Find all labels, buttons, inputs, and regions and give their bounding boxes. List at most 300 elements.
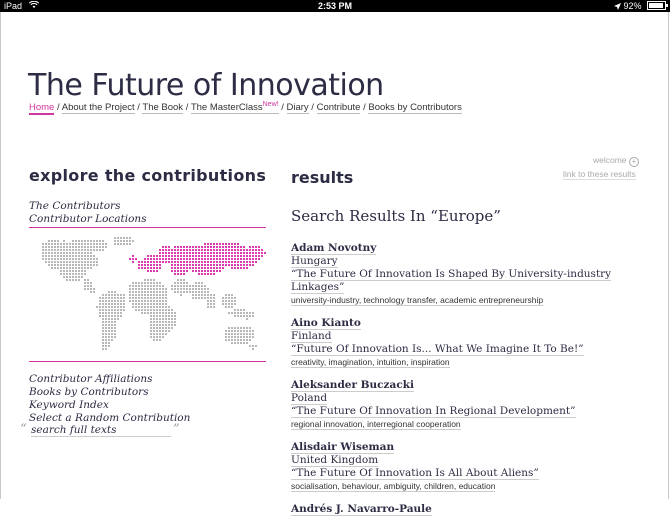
map-dot-highlighted [138, 267, 140, 269]
map-dot [138, 309, 140, 311]
map-dot [246, 336, 248, 338]
map-dot-highlighted [186, 255, 188, 257]
map-dot [159, 300, 161, 302]
map-dot [69, 243, 71, 245]
map-dot [129, 237, 131, 239]
map-dot-highlighted [219, 258, 221, 260]
map-dot [66, 243, 68, 245]
map-dot [123, 309, 125, 311]
welcome-toggle[interactable] [593, 155, 643, 167]
map-dot [57, 261, 59, 263]
map-dot-highlighted [204, 270, 206, 272]
map-dot [75, 252, 77, 254]
map-dot [105, 318, 107, 320]
map-dot [84, 258, 86, 260]
map-dot [117, 300, 119, 302]
map-dot [108, 333, 110, 335]
map-dot [72, 261, 74, 263]
result-name-row [291, 317, 641, 330]
map-dot [105, 303, 107, 305]
map-dot [180, 291, 182, 293]
world-map[interactable] [28, 232, 274, 356]
map-dot [144, 297, 146, 299]
map-dot-highlighted [243, 267, 245, 269]
map-dot [102, 306, 104, 308]
map-dot [141, 300, 143, 302]
map-dot-highlighted [213, 267, 215, 269]
map-dot [162, 333, 164, 335]
map-dot [171, 288, 173, 290]
link-keyword-index[interactable]: Keyword Index [29, 399, 109, 411]
map-dot-highlighted [198, 270, 200, 272]
nav-about[interactable]: About the Project [61, 102, 135, 114]
result-tags-row [291, 294, 641, 306]
map-dot-highlighted [150, 270, 152, 272]
map-dot [90, 261, 92, 263]
nav-separator: / [183, 102, 191, 114]
map-dot [147, 288, 149, 290]
map-dot [153, 318, 155, 320]
map-dot [129, 240, 131, 242]
map-dot-highlighted [219, 243, 221, 245]
map-divider [29, 361, 266, 362]
map-dot [75, 270, 77, 272]
map-dot [108, 318, 110, 320]
map-dot [201, 291, 203, 293]
map-dot [96, 261, 98, 263]
map-dot [141, 303, 143, 305]
map-dot [87, 258, 89, 260]
map-dot [45, 246, 47, 248]
nav-book[interactable]: The Book [142, 102, 184, 114]
map-dot [81, 267, 83, 269]
map-dot-highlighted [153, 258, 155, 260]
map-dot [243, 339, 245, 341]
map-dot [45, 243, 47, 245]
map-dot [165, 327, 167, 329]
map-dot [234, 327, 236, 329]
map-dot [102, 324, 104, 326]
map-dot-highlighted [183, 249, 185, 251]
map-dot [249, 333, 251, 335]
map-dot [90, 252, 92, 254]
map-dot-highlighted [234, 249, 236, 251]
map-dot-highlighted [144, 267, 146, 269]
result-tags[interactable]: creativity, imagination, intuition, inspiration [291, 357, 450, 367]
map-dot [57, 255, 59, 257]
map-dot [174, 324, 176, 326]
map-dot-highlighted [219, 249, 221, 251]
map-dot [117, 306, 119, 308]
result-country[interactable]: United Kingdom [291, 454, 379, 466]
map-dot-highlighted [246, 264, 248, 266]
result-country[interactable]: Hungary [291, 255, 338, 267]
map-dot [84, 285, 86, 287]
link-contributor-locations[interactable]: Contributor Locations [29, 213, 147, 225]
map-dot [165, 297, 167, 299]
map-dot [177, 279, 179, 281]
map-dot-highlighted [216, 249, 218, 251]
map-dot [138, 291, 140, 293]
map-dot [204, 288, 206, 290]
map-dot [102, 309, 104, 311]
explore-heading: explore the contributions [29, 166, 267, 185]
map-dot [171, 309, 173, 311]
map-dot [255, 345, 257, 347]
location-arrow-icon [614, 3, 621, 10]
map-dot [102, 318, 104, 320]
map-dot [156, 312, 158, 314]
map-dot [111, 321, 113, 323]
map-dot [168, 315, 170, 317]
map-dot [174, 318, 176, 320]
nav-separator: / [134, 102, 143, 114]
map-dot [234, 309, 236, 311]
map-dot [165, 300, 167, 302]
map-dot-highlighted [150, 255, 152, 257]
map-dot [78, 252, 80, 254]
map-dot-highlighted [174, 273, 176, 275]
map-dot [174, 282, 176, 284]
nav-diary[interactable]: Diary [286, 102, 309, 114]
map-dot-highlighted [219, 246, 221, 248]
link-books-by-contributors[interactable]: Books by Contributors [29, 386, 149, 398]
nav-separator: / [54, 102, 62, 114]
map-dot-highlighted [216, 255, 218, 257]
new-badge: New! [262, 101, 279, 108]
map-dot [201, 282, 203, 284]
map-dot-highlighted [183, 255, 185, 257]
result-name[interactable]: Aleksander Buczacki [291, 379, 414, 391]
map-dot [108, 312, 110, 314]
map-dot [249, 315, 251, 317]
map-dot [129, 294, 131, 296]
map-dot [237, 312, 239, 314]
result-name[interactable]: Adam Novotny [291, 242, 377, 254]
map-dot [108, 327, 110, 329]
map-dot-highlighted [237, 261, 239, 263]
link-contributor-affiliations[interactable]: Contributor Affiliations [29, 373, 153, 385]
result-country[interactable]: Poland [291, 392, 328, 404]
map-dot [87, 285, 89, 287]
map-dot [165, 291, 167, 293]
map-dot [234, 315, 236, 317]
map-dot-highlighted [243, 246, 245, 248]
map-dot [81, 261, 83, 263]
map-dot [246, 330, 248, 332]
map-dot [81, 276, 83, 278]
map-dot [78, 255, 80, 257]
map-dot [234, 336, 236, 338]
map-dot-highlighted [234, 246, 236, 248]
result-title[interactable]: “The Future Of Innovation Is Shaped By University-industry Linkages” [291, 268, 612, 293]
result-title[interactable]: “Future Of Innovation Is... What We Imagine It To Be!” [291, 343, 584, 355]
map-dot [63, 252, 65, 254]
map-dot-highlighted [186, 252, 188, 254]
map-dot [90, 249, 92, 251]
map-dot-highlighted [237, 249, 239, 251]
map-dot [81, 243, 83, 245]
map-dot-highlighted [204, 243, 206, 245]
map-dot [132, 294, 134, 296]
map-dot [195, 297, 197, 299]
map-dot-highlighted [201, 267, 203, 269]
map-dot-highlighted [171, 270, 173, 272]
plus-circle-icon: + [629, 157, 639, 167]
map-dot [165, 333, 167, 335]
map-dot [72, 267, 74, 269]
map-dot [231, 339, 233, 341]
nav-masterclass-label: The MasterClass [190, 102, 263, 114]
result-name[interactable]: Andrés J. Navarro-Paule [291, 503, 432, 515]
result-tags[interactable]: regional innovation, interregional cooperation [291, 419, 461, 429]
result-title[interactable]: “The Future Of Innovation Is All About Aliens” [291, 467, 539, 479]
map-dot-highlighted [237, 246, 239, 248]
map-dot [123, 243, 125, 245]
map-dot [213, 300, 215, 302]
map-dot-highlighted [243, 264, 245, 266]
map-dot-highlighted [207, 258, 209, 260]
result-tags-row [291, 480, 641, 492]
map-dot [249, 327, 251, 329]
map-dot [132, 285, 134, 287]
map-dot-highlighted [198, 258, 200, 260]
map-dot [204, 285, 206, 287]
map-dot [120, 315, 122, 317]
map-dot-highlighted [234, 267, 236, 269]
map-dot [231, 336, 233, 338]
map-dot-highlighted [204, 246, 206, 248]
map-dot [102, 297, 104, 299]
map-dot [153, 291, 155, 293]
map-dot-highlighted [213, 246, 215, 248]
map-dot [120, 240, 122, 242]
map-dot [66, 255, 68, 257]
result-title[interactable]: “The Future Of Innovation In Regional Development” [291, 405, 576, 417]
map-dot-highlighted [180, 261, 182, 263]
map-dot [84, 243, 86, 245]
result-country[interactable]: Finland [291, 330, 332, 342]
map-dot-highlighted [183, 246, 185, 248]
map-dot [165, 294, 167, 296]
nav-books-by-contributors[interactable]: Books by Contributors [368, 102, 462, 114]
map-dot [168, 330, 170, 332]
map-dot-highlighted [246, 255, 248, 257]
map-dot [60, 258, 62, 260]
map-dot-highlighted [255, 246, 257, 248]
map-dot [108, 321, 110, 323]
map-dot [60, 255, 62, 257]
map-dot-highlighted [246, 261, 248, 263]
map-dot [165, 312, 167, 314]
map-dot [102, 240, 104, 242]
map-dot-highlighted [222, 243, 224, 245]
map-dot [48, 243, 50, 245]
map-dot [96, 240, 98, 242]
map-dot [174, 321, 176, 323]
map-dot-highlighted [195, 246, 197, 248]
map-dot-highlighted [138, 264, 140, 266]
map-dot [111, 330, 113, 332]
map-dot-highlighted [162, 246, 164, 248]
map-dot-highlighted [222, 261, 224, 263]
map-dot [153, 330, 155, 332]
map-dot [204, 294, 206, 296]
map-dot [42, 246, 44, 248]
map-dot-highlighted [207, 267, 209, 269]
map-dot [231, 330, 233, 332]
map-dot [141, 294, 143, 296]
map-dot [153, 309, 155, 311]
map-dot [168, 321, 170, 323]
map-dot [129, 288, 131, 290]
map-dot-highlighted [165, 258, 167, 260]
result-tags[interactable]: socialisation, behaviour, ambiguity, children, education [291, 481, 496, 491]
nav-contribute[interactable]: Contribute [316, 102, 361, 114]
map-dot-highlighted [213, 252, 215, 254]
link-to-results[interactable] [563, 169, 643, 180]
map-dot [225, 294, 227, 296]
map-dot [81, 255, 83, 257]
map-dot [150, 315, 152, 317]
map-dot-highlighted [231, 264, 233, 266]
map-dot [90, 267, 92, 269]
site-title[interactable]: The Future of Innovation [28, 68, 384, 103]
map-dot [159, 336, 161, 338]
map-dot-highlighted [189, 264, 191, 266]
map-dot-highlighted [219, 270, 221, 272]
map-dot [66, 270, 68, 272]
map-dot-highlighted [195, 267, 197, 269]
map-dot [138, 303, 140, 305]
map-dot [93, 261, 95, 263]
map-dot [132, 303, 134, 305]
map-dot [78, 279, 80, 281]
map-dot [249, 330, 251, 332]
map-dot [147, 291, 149, 293]
map-dot [72, 273, 74, 275]
map-dot [189, 285, 191, 287]
map-dot [153, 297, 155, 299]
map-dot [78, 243, 80, 245]
map-dot [138, 306, 140, 308]
map-dot [75, 279, 77, 281]
map-dot [132, 288, 134, 290]
map-dot [105, 336, 107, 338]
map-dot [150, 303, 152, 305]
map-dot [198, 282, 200, 284]
map-dot [117, 297, 119, 299]
map-dot-highlighted [219, 261, 221, 263]
map-dot [138, 297, 140, 299]
map-dot [129, 291, 131, 293]
map-dot-highlighted [195, 249, 197, 251]
nav-home[interactable]: Home [29, 102, 55, 114]
map-dot [156, 291, 158, 293]
map-dot [114, 243, 116, 245]
map-dot [237, 339, 239, 341]
map-dot [153, 288, 155, 290]
map-dot-highlighted [177, 264, 179, 266]
map-dot-highlighted [180, 258, 182, 260]
map-dot [96, 264, 98, 266]
map-dot-highlighted [207, 264, 209, 266]
map-dot [114, 297, 116, 299]
map-dot [210, 303, 212, 305]
map-dot [102, 303, 104, 305]
map-dot [60, 252, 62, 254]
map-dot-highlighted [135, 258, 137, 260]
more-contribution-links [29, 373, 190, 425]
map-dot-highlighted [252, 261, 254, 263]
map-dot [66, 276, 68, 278]
map-dot [117, 237, 119, 239]
map-dot [237, 342, 239, 344]
map-dot [231, 303, 233, 305]
map-dot [132, 297, 134, 299]
link-the-contributors[interactable]: The Contributors [29, 200, 121, 212]
map-dot [120, 300, 122, 302]
map-dot [60, 261, 62, 263]
map-dot-highlighted [243, 252, 245, 254]
map-dot [246, 333, 248, 335]
map-dot [87, 282, 89, 284]
map-dot-highlighted [231, 267, 233, 269]
map-dot [150, 333, 152, 335]
link-random-contribution[interactable]: Select a Random Contribution [29, 412, 191, 424]
result-name[interactable]: Aino Kianto [291, 317, 361, 329]
map-dot [165, 288, 167, 290]
map-dot [138, 300, 140, 302]
map-dot [126, 237, 128, 239]
map-dot [174, 288, 176, 290]
map-dot-highlighted [210, 246, 212, 248]
map-dot-highlighted [153, 270, 155, 272]
map-dot-highlighted [213, 258, 215, 260]
map-dot [54, 252, 56, 254]
map-dot [150, 324, 152, 326]
map-dot-highlighted [165, 255, 167, 257]
map-dot [204, 291, 206, 293]
map-dot [120, 306, 122, 308]
search-full-texts-input[interactable]: search full texts [31, 424, 171, 437]
map-dot-highlighted [213, 270, 215, 272]
map-dot [186, 282, 188, 284]
map-dot [63, 246, 65, 248]
map-dot-highlighted [249, 255, 251, 257]
map-dot [48, 246, 50, 248]
map-dot-highlighted [207, 255, 209, 257]
map-dot [66, 252, 68, 254]
map-dot [75, 264, 77, 266]
map-dot-highlighted [207, 270, 209, 272]
map-dot [102, 348, 104, 350]
map-dot [228, 300, 230, 302]
map-dot-highlighted [183, 258, 185, 260]
result-name[interactable]: Alisdair Wiseman [291, 441, 395, 453]
map-dot [87, 243, 89, 245]
map-dot [51, 264, 53, 266]
map-dot [144, 291, 146, 293]
map-dot [78, 264, 80, 266]
map-dot-highlighted [180, 273, 182, 275]
result-tags[interactable]: university-industry, technology transfer, academic entrepreneurship [291, 295, 544, 305]
map-dot-highlighted [186, 267, 188, 269]
map-dot [132, 300, 134, 302]
nav-masterclass[interactable] [191, 102, 279, 114]
map-dot-highlighted [213, 243, 215, 245]
map-dot [237, 309, 239, 311]
